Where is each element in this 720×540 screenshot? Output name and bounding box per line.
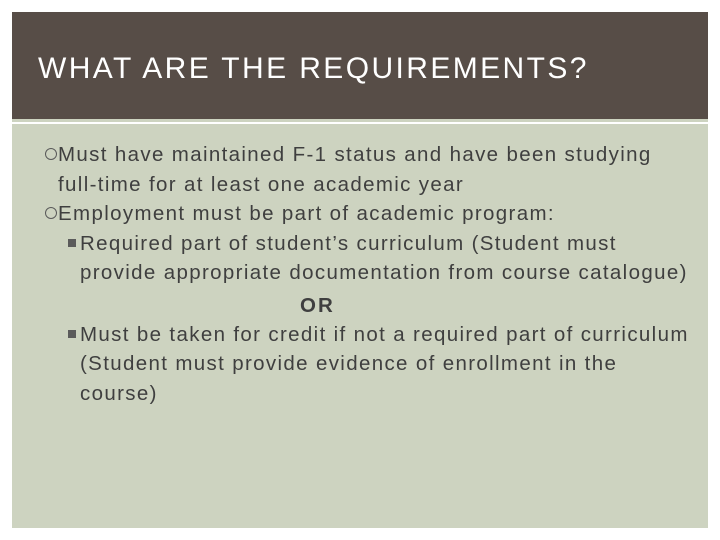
sub-bullet-text: Required part of student’s curriculum (Student must provide appropriate documentation from course catalogue) — [80, 231, 688, 284]
hollow-circle-bullet-icon — [45, 148, 57, 160]
hollow-circle-bullet-icon — [45, 207, 57, 219]
or-separator: OR — [300, 293, 335, 317]
sub-bullet-item — [12, 320, 708, 409]
bullet-text: Must have maintained F-1 status and have been studying full-time for at least one academic year — [58, 143, 652, 196]
bullet-item — [12, 140, 708, 199]
bullet-text: Employment must be part of academic program: — [58, 202, 555, 225]
slide-title: WHAT ARE THE REQUIREMENTS? — [38, 52, 589, 85]
title-bar — [12, 12, 708, 119]
square-bullet-icon — [68, 330, 76, 338]
square-bullet-icon — [68, 239, 76, 247]
slide-body — [12, 140, 708, 408]
bullet-item — [12, 199, 708, 229]
slide — [12, 12, 708, 528]
sub-bullet-text: Must be taken for credit if not a required part of curriculum (Student must provide evidence of enrollment in the course) — [80, 322, 689, 405]
title-divider — [12, 122, 708, 124]
sub-bullet-item — [12, 229, 708, 288]
